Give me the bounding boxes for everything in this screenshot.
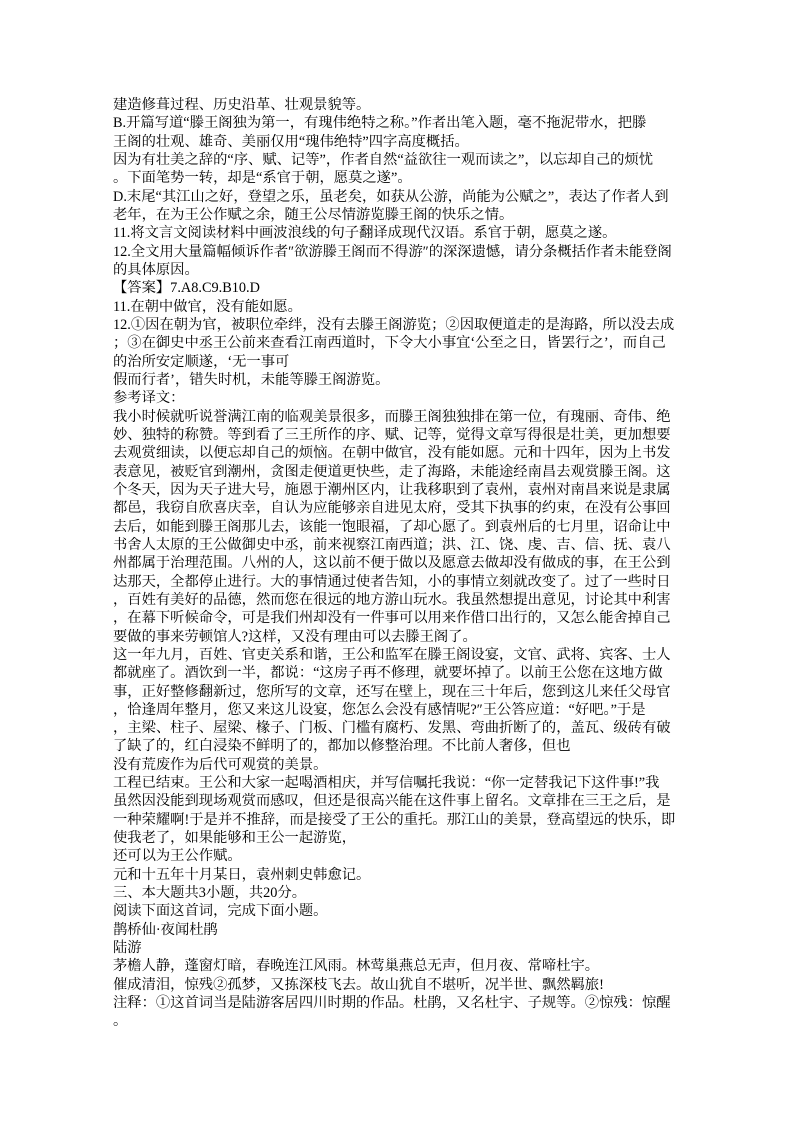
text-line: 。 [113,1013,128,1030]
text-line: 个冬天，因为天子进大号，施恩于潮州区内，让我移职到了袁州，袁州对南昌来说是隶属 [113,481,671,498]
text-line: 12.全文用大量篇幅倾诉作者″欲游滕王阁而不得游″的深深遗憾，请分条概括作者未能登阁 [113,243,672,260]
text-line: 元和十五年十月某日，袁州刺史韩愈记。 [113,866,371,883]
text-line: 都邑，我窃自欣喜庆幸，自认为应能够亲自进见太府，受其下执事的约束，在没有公事回 [113,500,671,517]
text-line: B.开篇写道“滕王阁独为第一，有瑰伟绝特之称。”作者出笔入题，毫不拖泥带水，把滕 [113,115,647,132]
text-line: 王阁的壮观、雄奇、美丽仅用“瑰伟绝特”四字高度概括。 [113,133,469,150]
text-line: 都就座了。酒饮到一半，都说：“这房子再不修理，就要坏掉了。以前王公您在这地方做 [113,665,663,682]
text-line: 这一年九月，百姓、官吏关系和谐，王公和监军在滕王阁设宴，文官、武将、宾客、士人 [113,646,671,663]
text-line: 表意见，被贬官到潮州，贪图走便道更快些，走了海路，未能途经南昌去观赏滕王阁。这 [113,463,671,480]
text-line: 书舍人太原的王公做御史中丞，前来视察江南西道；洪、江、饶、虔、吉、信、抚、袁八 [113,536,671,553]
text-line: 茅檐人静，蓬窗灯暗，春晚连江风雨。林莺巢燕总无声，但月夜、常啼杜宇。 [113,958,600,975]
text-line: ，在幕下听候命令，可是我们州却没有一件事可以用来作借口出行的，又怎么能舍掉自己 [113,610,671,627]
text-line: 使我老了，如果能够和王公一起游览， [113,830,357,847]
text-line: 工程已结束。王公和大家一起喝酒相庆，并写信嘱托我说：“你一定替我记下这件事!”我 [113,775,660,792]
text-line: 12.①因在朝为官，被职位牵绊，没有去滕王阁游览；②因取便道走的是海路，所以没去成 [113,316,675,333]
text-line: 州都属于治理范围。八州的人，这以前不便于做以及愿意去做却没有做成的事，在王公到 [113,555,671,572]
text-line: 还可以为王公作赋。 [113,848,242,865]
text-line: 的具体原因。 [113,261,199,278]
text-line: 11.将文言文阅读材料中画波浪线的句子翻译成现代汉语。系官于朝，愿莫之遂。 [113,225,617,242]
text-line: 11.在朝中做官，没有能如愿。 [113,298,302,315]
text-line: 因为有壮美之辞的“序、赋、记等”，作者自然“益欲往一观而读之”，以忘却自己的烦忧 [113,151,654,168]
text-line: 鹊桥仙·夜闻杜鹃 [113,921,218,938]
text-line: 没有荒废作为后代可观赏的美景。 [113,756,328,773]
text-line: 虽然因没能到现场观赏而感叹，但还是很高兴能在这件事上留名。文章排在三王之后，是 [113,793,671,810]
text-line: 催成清泪，惊残②孤梦，又拣深枝飞去。故山犹自不堪听，况半世、飘然羁旅! [113,976,604,993]
text-line: 参考译文： [113,390,185,407]
text-line: ，百姓有美好的品德，然而您在很远的地方游山玩水。我虽然想提出意见，讨论其中利害 [113,591,671,608]
text-line: 我小时候就听说誉满江南的临观美景很多，而滕王阁独独排在第一位，有瑰丽、奇伟、绝 [113,408,671,425]
text-line: 了缺了的，红白浸染不鲜明了的，都加以修整治理。不比前人奢侈，但也 [113,738,571,755]
text-line: 达那天，全都停止进行。大的事情通过使者告知，小的事情立刻就改变了。过了一些时日 [113,573,671,590]
text-line: 阅读下面这首词，完成下面小题。 [113,903,328,920]
text-line: 建造修葺过程、历史沿革、壮观景貌等。 [113,97,371,113]
text-line: 事，正好整修翻新过，您所写的文章，还写在壁上，现在三十年后，您到这儿来任父母官 [113,683,671,700]
text-line: ，主梁、柱子、屋梁、椽子、门板、门槛有腐朽、发黑、弯曲折断了的，盖瓦、级砖有破 [113,720,671,737]
text-line: 【答案】7.A8.C9.B10.D [113,280,260,297]
text-line: ；③在御史中丞王公前来查看江南西道时，下令大小事宜‘公至之日，皆罢行之’，而自己 [113,335,666,352]
text-line: 去观赏细读，以便忘却自己的烦恼。在朝中做官，没有能如愿。元和十四年，因为上书发 [113,445,671,462]
text-line: 一种荣耀啊!于是并不推辞，而是接受了王公的重托。那江山的美景，登高望远的快乐，即 [113,811,676,828]
text-line: 要做的事来劳顿馆人?这样，又没有理由可以去滕王阁了。 [113,628,477,645]
text-line: 的治所安定顺遂，‘无一事可 [113,353,290,370]
text-line: D.末尾“其江山之好，登望之乐，虽老矣，如获从公游，尚能为公赋之”，表达了作者人到 [113,188,669,205]
text-line: 。下面笔势一转，却是“系官于朝，愿莫之遂”。 [113,170,412,187]
text-line: 三、本大题共3小题，共20分。 [113,885,307,902]
text-line: 妙、独特的称赞。等到看了三王所作的序、赋、记等，觉得文章写得很是壮美，更加想要 [113,426,671,443]
document-text-block [113,96,683,1031]
text-line: 陆游 [113,940,142,957]
text-line: ，恰逢周年整月，您又来这儿设宴，您怎么会没有感情呢?″王公答应道：“好吧。”于是 [113,701,646,718]
text-line: 注释：①这首词当是陆游客居四川时期的作品。杜鹃，又名杜宇、子规等。②惊残：惊醒 [113,995,671,1012]
text-line: 假而行者’，错失时机，未能等滕王阁游览。 [113,371,390,388]
text-line: 去后，如能到滕王阁那儿去，该能一饱眼福，了却心愿了。到袁州后的七月里，诏命让中 [113,518,671,535]
text-line: 老年，在为王公作赋之余，随王公尽情游览滕王阁的快乐之情。 [113,206,514,223]
